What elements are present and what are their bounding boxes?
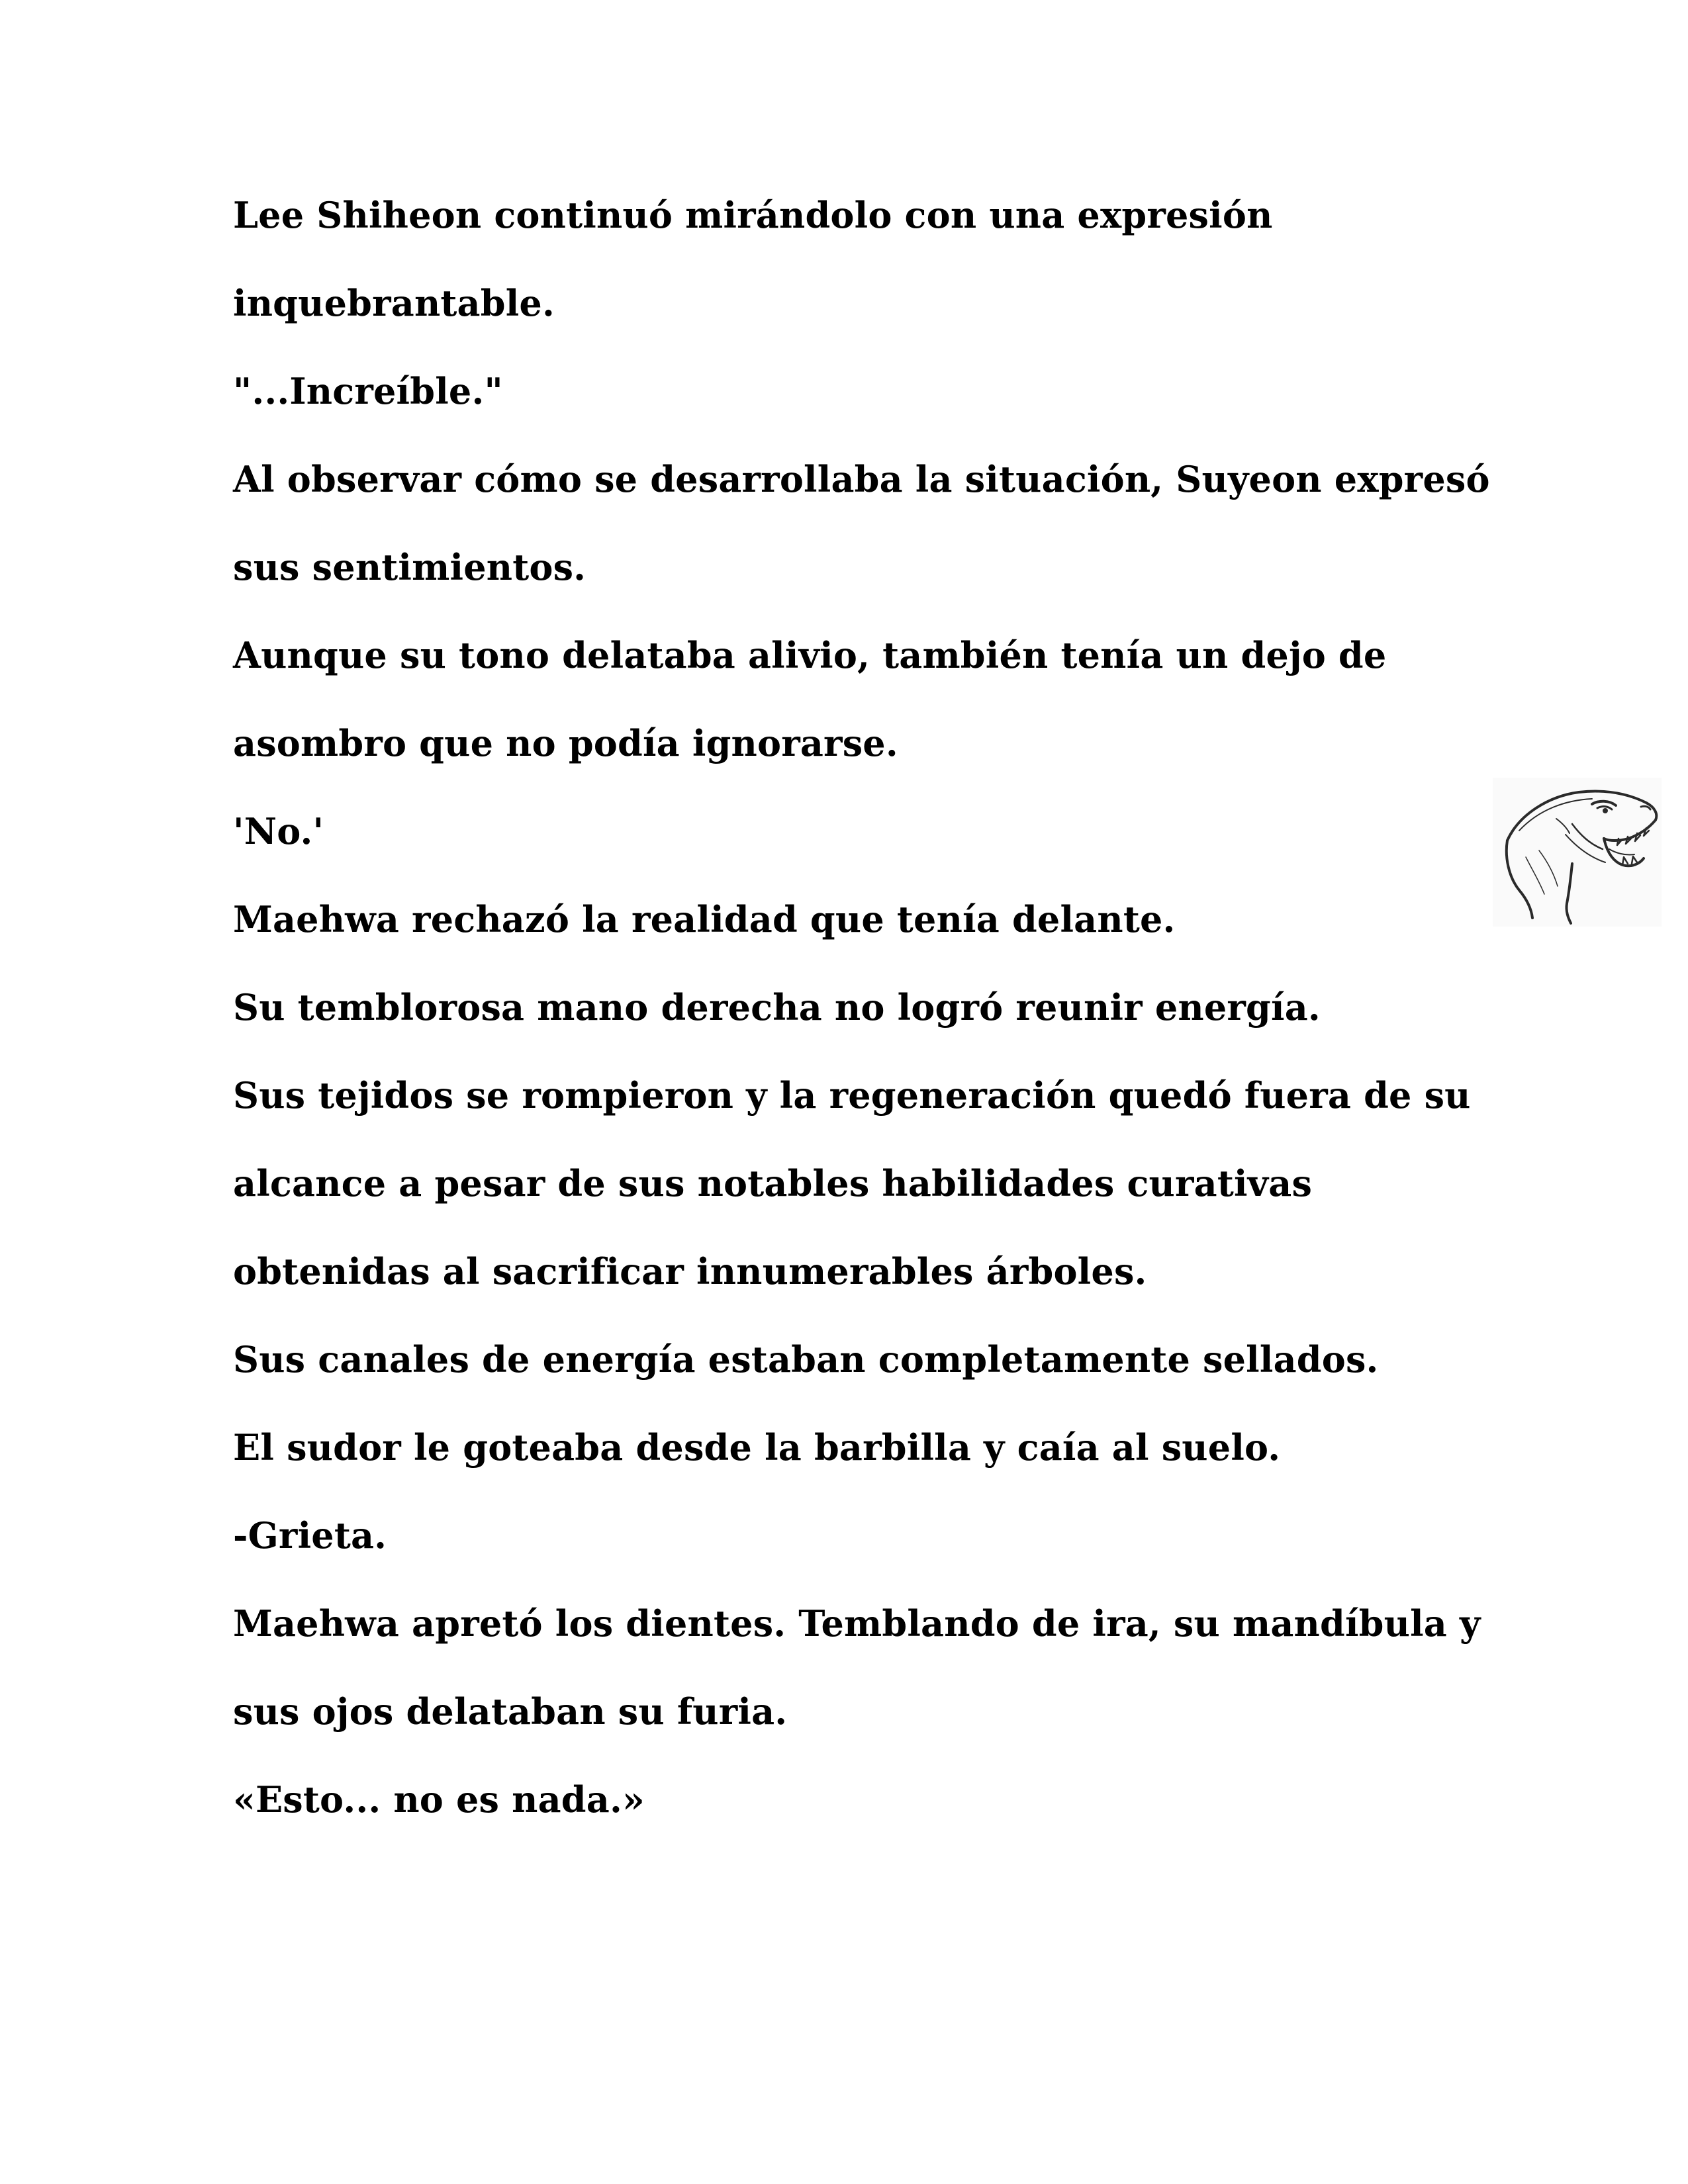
text-line: Sus canales de energía estaban completamente sellados. xyxy=(233,1338,1379,1381)
text-line: Lee Shiheon continuó mirándolo con una expresión xyxy=(233,194,1273,236)
text-line: inquebrantable. xyxy=(233,282,555,324)
text-line: Sus tejidos se rompieron y la regeneración quedó fuera de su xyxy=(233,1074,1471,1116)
text-line: -Grieta. xyxy=(233,1514,387,1557)
text-line: Maehwa apretó los dientes. Temblando de ira, su mandíbula y xyxy=(233,1602,1481,1645)
text-line: sus sentimientos. xyxy=(233,546,586,588)
text-line: "...Increíble." xyxy=(233,370,503,412)
text-line: obtenidas al sacrificar innumerables árboles. xyxy=(233,1250,1147,1293)
text-line: Al observar cómo se desarrollaba la situación, Suyeon expresó xyxy=(233,458,1490,500)
text-line: El sudor le goteaba desde la barbilla y caía al suelo. xyxy=(233,1426,1281,1469)
text-line: «Esto... no es nada.» xyxy=(233,1778,645,1821)
dinosaur-head-sketch-icon xyxy=(1493,778,1662,927)
text-line: 'No.' xyxy=(233,810,324,852)
body-text xyxy=(233,189,1491,1861)
text-line: Maehwa rechazó la realidad que tenía delante. xyxy=(233,898,1176,940)
text-line: Su temblorosa mano derecha no logró reunir energía. xyxy=(233,986,1321,1028)
text-line: Aunque su tono delataba alivio, también tenía un dejo de xyxy=(233,634,1387,676)
text-line: sus ojos delataban su furia. xyxy=(233,1690,788,1733)
text-line: asombro que no podía ignorarse. xyxy=(233,722,898,764)
text-line: alcance a pesar de sus notables habilidades curativas xyxy=(233,1162,1313,1205)
